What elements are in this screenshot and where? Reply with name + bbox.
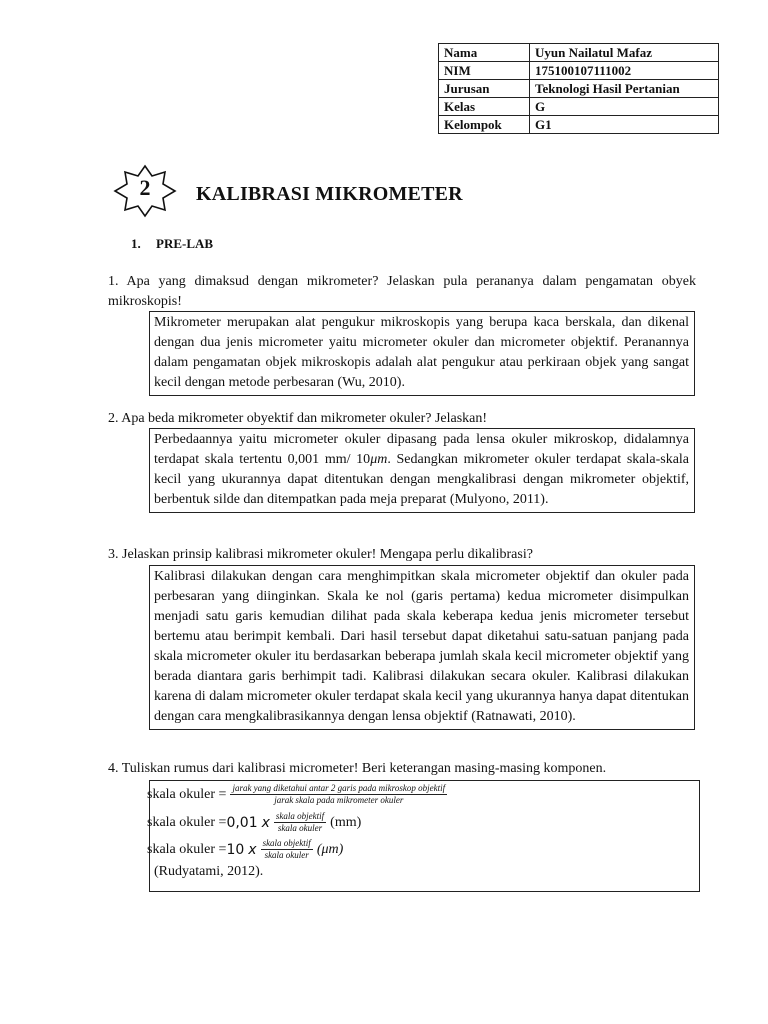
section-number: 1. bbox=[131, 236, 141, 251]
formula-1-fraction bbox=[230, 783, 447, 806]
info-key: Jurusan bbox=[439, 80, 530, 98]
answer-2-part-a: Perbedaannya yaitu micrometer okuler dipasang pada lensa okuler mikroskop, didalamnya terdapat skala tertentu 0,001 mm/ 10 bbox=[154, 432, 689, 467]
info-value: Teknologi Hasil Pertanian bbox=[530, 80, 719, 98]
question-1: 1. Apa yang dimaksud dengan mikrometer? Jelaskan pula perananya dalam pengamatan obyek mikroskopis! bbox=[108, 274, 696, 309]
formula-2-numerator: skala objektif bbox=[275, 811, 325, 821]
formula-1 bbox=[147, 783, 451, 806]
chapter-badge bbox=[105, 163, 185, 243]
section-title: PRE-LAB bbox=[156, 236, 214, 251]
formula-3-coefficient: 10 bbox=[226, 841, 245, 858]
info-value: Uyun Nailatul Mafaz bbox=[530, 44, 719, 62]
formula-3-numerator: skala objektif bbox=[262, 838, 311, 848]
chapter-title: KALIBRASI MIKROMETER bbox=[196, 183, 463, 205]
answer-4-box bbox=[149, 780, 700, 892]
formula-1-numerator: jarak yang diketahui antar 2 garis pada mikroskop objektif bbox=[232, 783, 446, 793]
formula-3 bbox=[147, 838, 343, 861]
formula-2-denominator: skala okuler bbox=[277, 823, 323, 833]
answer-3-box: Kalibrasi dilakukan dengan cara menghimpitkan skala micrometer objektif dan okuler pada perbesaran yang diinginkan. Skala ke nol (garis pertama) kedua micrometer disimpulkan menjadi satu garis kemudian dilihat pada skala keberapa kedua jenis micrometer tersebut bertemu atau berimpit kembali. Dari hasil tersebut dapat diketahui satu-satuan panjang pada skala micrometer okuler itu berdasarkan beberapa jumlah skala kecil micrometer objektif yang berada diantara garis berhimpit tadi. Kalibrasi dilakukan secara okuler. Kalibrasi dilakukan karena di dalam micrometer okuler terdapat skala kecil yang ukurannya hanya dapat ditentukan dengan cara mengkalibrasikannya dengan lensa objektif (Ratnawati, 2010). bbox=[149, 565, 695, 730]
formula-3-label: skala okuler = bbox=[147, 841, 227, 857]
answer-1-box: Mikrometer merupakan alat pengukur mikroskopis yang berupa kaca berskala, dan dikenal dengan dua jenis micrometer yaitu micrometer okuler dan micrometer objektif. Peranannya dalam pengamatan objek mikroskopis adalah alat pengukur atau perkiraan objek yang sangat kecil dengan metode perbesaran (Wu, 2010). bbox=[149, 311, 695, 396]
info-value: G bbox=[530, 98, 719, 116]
answer-2-part-b: . Sedangkan mikrometer okuler terdapat skala-skala kecil yang ukurannya dapat ditentukan dengan mengkalibrasi dengan mikrometer objektif, berbentuk silde dan ditempatkan pada meja preparat (Mulyono, 2011). bbox=[154, 452, 690, 507]
formula-2-coefficient: 0,01 bbox=[226, 814, 258, 831]
question-3: 3. Jelaskan prinsip kalibrasi mikrometer okuler! Mengapa perlu dikalibrasi? bbox=[108, 547, 533, 562]
answer-2-unit: μm bbox=[370, 452, 388, 467]
info-row bbox=[439, 116, 719, 134]
section-heading bbox=[131, 236, 213, 252]
formula-2-fraction bbox=[274, 811, 326, 834]
info-key: Nama bbox=[439, 44, 530, 62]
formula-2-times: x bbox=[261, 814, 270, 831]
info-row bbox=[439, 44, 719, 62]
info-key: Kelompok bbox=[439, 116, 530, 134]
formula-2-unit: (mm) bbox=[330, 814, 362, 830]
info-row bbox=[439, 62, 719, 80]
question-4: 4. Tuliskan rumus dari kalibrasi micrometer! Beri keterangan masing-masing komponen. bbox=[108, 761, 607, 776]
formula-1-label: skala okuler = bbox=[147, 786, 227, 802]
formula-2 bbox=[147, 811, 361, 834]
info-key: Kelas bbox=[439, 98, 530, 116]
question-2: 2. Apa beda mikrometer obyektif dan mikrometer okuler? Jelaskan! bbox=[108, 411, 488, 426]
formula-2-label: skala okuler = bbox=[147, 814, 227, 830]
chapter-number: 2 bbox=[139, 175, 151, 200]
formula-3-unit: (μm) bbox=[316, 841, 344, 857]
info-row bbox=[439, 98, 719, 116]
info-key: NIM bbox=[439, 62, 530, 80]
info-row bbox=[439, 80, 719, 98]
formula-3-fraction bbox=[261, 838, 313, 861]
formula-citation: (Rudyatami, 2012). bbox=[154, 864, 264, 879]
student-info-table bbox=[438, 43, 719, 134]
info-value: 175100107111002 bbox=[530, 62, 719, 80]
formula-3-denominator: skala okuler bbox=[264, 850, 309, 860]
formula-3-times: x bbox=[248, 841, 257, 858]
info-value: G1 bbox=[530, 116, 719, 134]
answer-2-box bbox=[149, 428, 695, 513]
formula-1-denominator: jarak skala pada mikrometer okuler bbox=[274, 795, 404, 805]
